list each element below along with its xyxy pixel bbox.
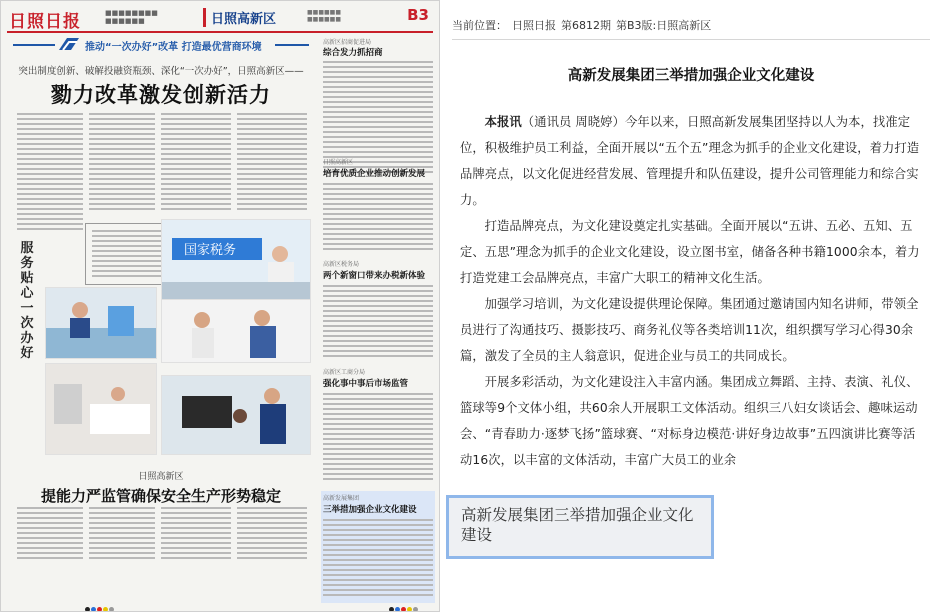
- text-column: [89, 113, 155, 213]
- text-column: [323, 183, 433, 253]
- breadcrumb-paper[interactable]: 日照日报: [512, 19, 556, 32]
- banner-line-right: [275, 44, 309, 46]
- sidebar-article-link[interactable]: 强化事中事后市场监管: [323, 379, 409, 389]
- breadcrumb-label: 当前位置：: [452, 19, 507, 32]
- banner-line-left: [13, 44, 55, 46]
- breadcrumb: [452, 13, 930, 40]
- photo-tax-window: [161, 375, 311, 455]
- article-paragraph: 打造品牌亮点，为文化建设奠定扎实基础。全面开展以“五讲、五必、五知、五定、五思”理念为抓手的企业文化建设，设立图书室，储备各种书籍1000余本，着力打造党建工会品牌亮点，丰富广大职工的精神文化生活。: [460, 219, 920, 285]
- photo-office-desk: [45, 363, 157, 455]
- sub-headline: 提能力严监管确保安全生产形势稳定: [40, 487, 281, 505]
- sidebar-kicker: 高新区工商分局: [323, 369, 366, 376]
- text-column: [323, 393, 433, 483]
- color-registration-marks: [389, 597, 419, 612]
- sidebar-article-link-active[interactable]: 三举措加强企业文化建设: [323, 505, 417, 515]
- banner-text: 推动“一次办好”改革 打造最优营商环境: [85, 42, 262, 53]
- photo-caption-vertical: 服务贴心 一次办好: [20, 241, 34, 361]
- breadcrumb-issue[interactable]: 第6812期: [561, 19, 611, 32]
- page-number: B3: [407, 6, 429, 24]
- masthead-logo: 日照日报: [9, 12, 81, 32]
- lead-headline: 勠力改革激发创新活力: [51, 82, 271, 107]
- sidebar-kicker: 日照高新区: [323, 159, 354, 166]
- article-scroll-area[interactable]: [452, 96, 934, 496]
- svg-text:国家税务: 国家税务: [184, 243, 237, 258]
- article-paragraph: [460, 109, 920, 213]
- text-column: [237, 113, 307, 213]
- article-paragraph: 开展多彩活动，为文化建设注入丰富内涵。集团成立舞蹈、主持、表演、礼仪、篮球等9个文体小组，共60余人开展职工文体活动。组织三八妇女谈话会、趣味运动会、“青春助力·逐梦飞扬”篮球赛、“对标身边模范·讲好身边故事”五四演讲比赛等活动16次，以丰富的文体活动，丰富广大员工的业余: [460, 375, 919, 467]
- newspaper-page[interactable]: [0, 0, 440, 612]
- sub-kicker: 日照高新区: [138, 472, 184, 482]
- color-registration-marks: [85, 597, 115, 612]
- text-column: [323, 285, 433, 360]
- text-column: [89, 507, 155, 562]
- sidebar-kicker: 高新发展集团: [323, 495, 360, 502]
- breadcrumb-page[interactable]: 第B3版:日照高新区: [616, 19, 712, 32]
- article-paragraph: 加强学习培训，为文化建设提供理论保障。集团通过邀请国内知名讲师，带领全员进行了沟通技巧、摄影技巧、商务礼仪等各类培训11次，组织撰写学习心得30余篇，激发了全员的主人翁意识，促进企业与员工的共同成长。: [460, 297, 919, 363]
- text-column: [237, 507, 307, 562]
- masthead-date-block: ■■■■■■■■ ■■■■■■: [105, 9, 158, 25]
- masthead-editor-block: ■■■■■■ ■■■■■■: [307, 9, 342, 23]
- sidebar-article-link[interactable]: 培育优质企业推动创新发展: [323, 169, 426, 179]
- photo-staff-group: [161, 299, 311, 363]
- lead-kicker: 突出制度创新、破解投融资瓶颈、深化“一次办好”，日照高新区——: [18, 66, 304, 77]
- photo-service-hall: [161, 219, 311, 301]
- article-lead-bold: 本报讯: [484, 115, 522, 129]
- text-column: [323, 519, 433, 599]
- masthead-divider: [203, 8, 206, 27]
- text-column: [17, 507, 83, 562]
- masthead: [7, 5, 433, 33]
- text-column: [161, 507, 231, 562]
- masthead-section: 日照高新区: [211, 12, 277, 27]
- article-title: 高新发展集团三举措加强企业文化建设: [567, 68, 815, 84]
- topic-banner: [13, 35, 309, 55]
- article-tooltip: 高新发展集团三举措加强企业文化建设: [446, 495, 714, 559]
- sidebar-kicker: 高新区税务局: [323, 261, 360, 268]
- text-column: [161, 113, 231, 213]
- sidebar-article-link[interactable]: 综合发力抓招商: [323, 48, 383, 58]
- sidebar-kicker: 高新区招商促进局: [323, 39, 372, 46]
- banner-logo-icon: [57, 36, 81, 52]
- sidebar-article-link[interactable]: 两个新窗口带来办税新体验: [323, 271, 426, 281]
- article-body: [460, 109, 920, 473]
- article-paragraph-text: （通讯员 周晓婷）今年以来，日照高新发展集团坚持以人为本，找准定位，积极维护员工利益，全面开展以“五个五”理念为抓手的企业文化建设，着力打造品牌亮点，以文化促进经营发展、管理提升和队伍建设，提升公司管理能力和综合实力。: [460, 115, 920, 207]
- photo-clerk-counter: [45, 287, 157, 359]
- text-column: [17, 113, 83, 233]
